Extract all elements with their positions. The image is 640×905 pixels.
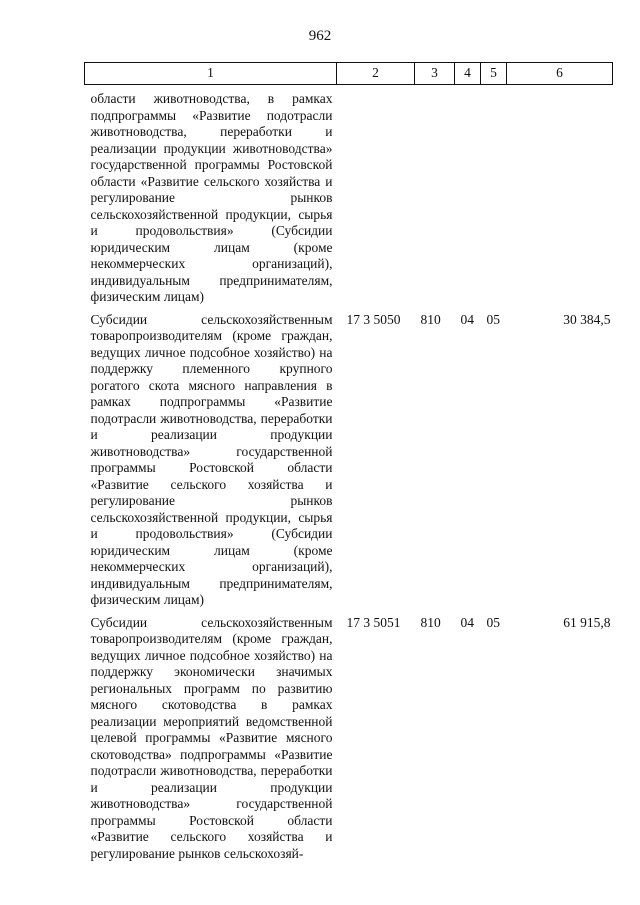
page-number: 962	[308, 28, 332, 44]
row-expense-type: 810	[420, 311, 441, 327]
row-section	[455, 85, 481, 306]
row-expense-type: 810	[420, 614, 441, 630]
table-row	[85, 85, 613, 306]
row-subsection	[481, 85, 507, 306]
column-header-type: 3	[415, 63, 455, 85]
table-row	[85, 609, 613, 863]
column-header-subsection: 5	[481, 63, 507, 85]
column-header-description: 1	[85, 63, 337, 85]
column-header-amount: 6	[507, 63, 613, 85]
row-description: Субсидии сельскохозяйственным товаропроизводителям (кроме граждан, ведущих личное подсобное хозяйство) на поддержку экономически значимых региональных программ по развитию мясного скотоводства в рамках реализации мероприятий ведомственной целевой программы «Развитие мясного скотоводства» подпрограммы «Развитие подотрасли животноводства, переработки и реализации продукции животноводства» государственной программы Ростовской области «Развитие сельского хозяйства и регулирование рынков сельскохозяй-	[90, 614, 333, 861]
row-section: 04	[460, 614, 474, 630]
column-header-target: 2	[337, 63, 415, 85]
column-header-section: 4	[455, 63, 481, 85]
budget-table	[84, 62, 613, 862]
row-amount: 61 915,8	[563, 614, 611, 630]
row-amount: 30 384,5	[563, 311, 611, 327]
row-expense-type	[415, 85, 455, 306]
row-target-article	[337, 85, 415, 306]
row-target-article: 17 3 5051	[346, 614, 401, 630]
row-target-article: 17 3 5050	[346, 311, 401, 327]
row-description: Субсидии сельскохозяйственным товаропроизводителям (кроме граждан, ведущих личное подсобное хозяйство) на поддержку племенного крупного рогатого скота мясного направления в рамках подпрограммы «Развитие подотрасли животноводства, переработки и реализации продукции животноводства» государственной программы Ростовской области «Развитие сельского хозяйства и регулирование рынков сельскохозяйственной продукции, сырья и продовольствия» (Субсидии юридическим лицам (кроме некоммерческих организаций), индивидуальным предпринимателям, физическим лицам)	[90, 311, 333, 607]
row-subsection: 05	[486, 311, 500, 327]
row-description: области животноводства, в рамках подпрограммы «Развитие подотрасли животноводства, переработки и реализации продукции животноводства» государственной программы Ростовской области «Развитие сельского хозяйства и регулирование рынков сельскохозяйственной продукции, сырья и продовольствия» (Субсидии юридическим лицам (кроме некоммерческих организаций), индивидуальным предпринимателям, физическим лицам)	[90, 91, 333, 304]
table-row	[85, 306, 613, 609]
row-amount	[507, 85, 613, 306]
row-subsection: 05	[486, 614, 500, 630]
row-section: 04	[460, 311, 474, 327]
table-header-row	[85, 63, 613, 85]
